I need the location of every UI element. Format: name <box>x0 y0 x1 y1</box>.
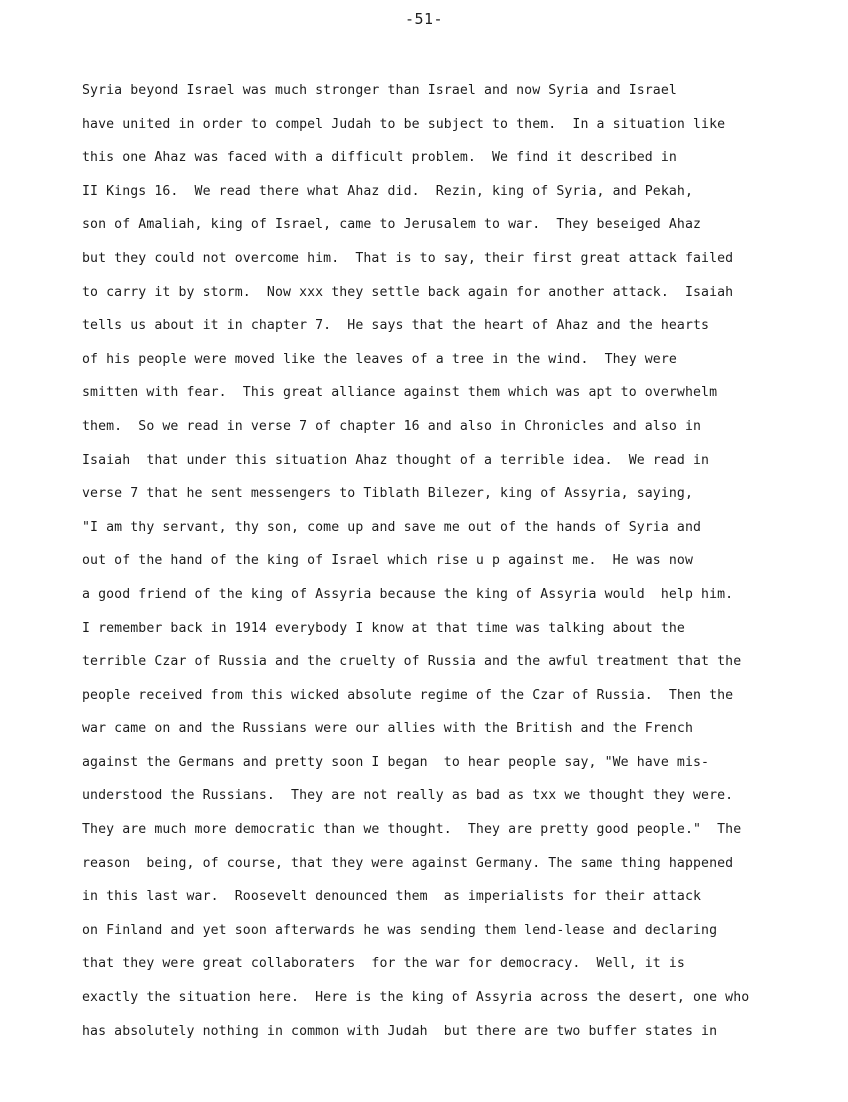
text-line: this one Ahaz was faced with a difficult problem. We find it described in <box>82 150 677 166</box>
page-number: -51- <box>404 10 444 28</box>
text-line: a good friend of the king of Assyria because the king of Assyria would help him. <box>82 586 734 602</box>
text-line: in this last war. Roosevelt denounced them as imperialists for their attack <box>82 889 702 905</box>
text-line: "I am thy servant, thy son, come up and save me out of the hands of Syria and <box>82 519 702 535</box>
text-line: war came on and the Russians were our allies with the British and the French <box>82 721 694 737</box>
text-line: They are much more democratic than we thought. They are pretty good people." The <box>82 822 742 838</box>
body-text <box>82 80 802 1054</box>
text-line: II Kings 16. We read there what Ahaz did. Rezin, king of Syria, and Pekah, <box>82 183 694 199</box>
text-line: them. So we read in verse 7 of chapter 16 and also in Chronicles and also in <box>82 418 702 434</box>
text-line: son of Amaliah, king of Israel, came to Jerusalem to war. They beseiged Ahaz <box>82 217 702 233</box>
text-line: smitten with fear. This great alliance against them which was apt to overwhelm <box>82 385 718 401</box>
text-line: to carry it by storm. Now xxx they settle back again for another attack. Isaiah <box>82 284 734 300</box>
text-line: I remember back in 1914 everybody I know at that time was talking about the <box>82 620 685 636</box>
text-line: of his people were moved like the leaves of a tree in the wind. They were <box>82 351 677 367</box>
text-line: Syria beyond Israel was much stronger than Israel and now Syria and Israel <box>82 83 677 98</box>
text-line: out of the hand of the king of Israel which rise u p against me. He was now <box>82 553 694 569</box>
text-line: terrible Czar of Russia and the cruelty of Russia and the awful treatment that the <box>82 654 742 670</box>
text-line: exactly the situation here. Here is the king of Assyria across the desert, one who <box>82 990 750 1006</box>
text-line: that they were great collaboraters for the war for democracy. Well, it is <box>82 956 685 972</box>
text-line: but they could not overcome him. That is to say, their first great attack failed <box>82 250 734 266</box>
text-line: Isaiah that under this situation Ahaz thought of a terrible idea. We read in <box>82 452 710 468</box>
text-line: has absolutely nothing in common with Judah but there are two buffer states in <box>82 1023 718 1039</box>
text-line: against the Germans and pretty soon I began to hear people say, "We have mis- <box>82 754 710 770</box>
text-line: understood the Russians. They are not really as bad as txx we thought they were. <box>82 788 734 804</box>
text-line: verse 7 that he sent messengers to Tiblath Bilezer, king of Assyria, saying, <box>82 486 694 502</box>
text-line: have united in order to compel Judah to be subject to them. In a situation like <box>82 116 726 132</box>
text-line: on Finland and yet soon afterwards he was sending them lend-lease and declaring <box>82 922 718 938</box>
text-line: people received from this wicked absolute regime of the Czar of Russia. Then the <box>82 687 734 703</box>
text-line: tells us about it in chapter 7. He says that the heart of Ahaz and the hearts <box>82 318 710 334</box>
text-line: reason being, of course, that they were against Germany. The same thing happened <box>82 855 734 871</box>
